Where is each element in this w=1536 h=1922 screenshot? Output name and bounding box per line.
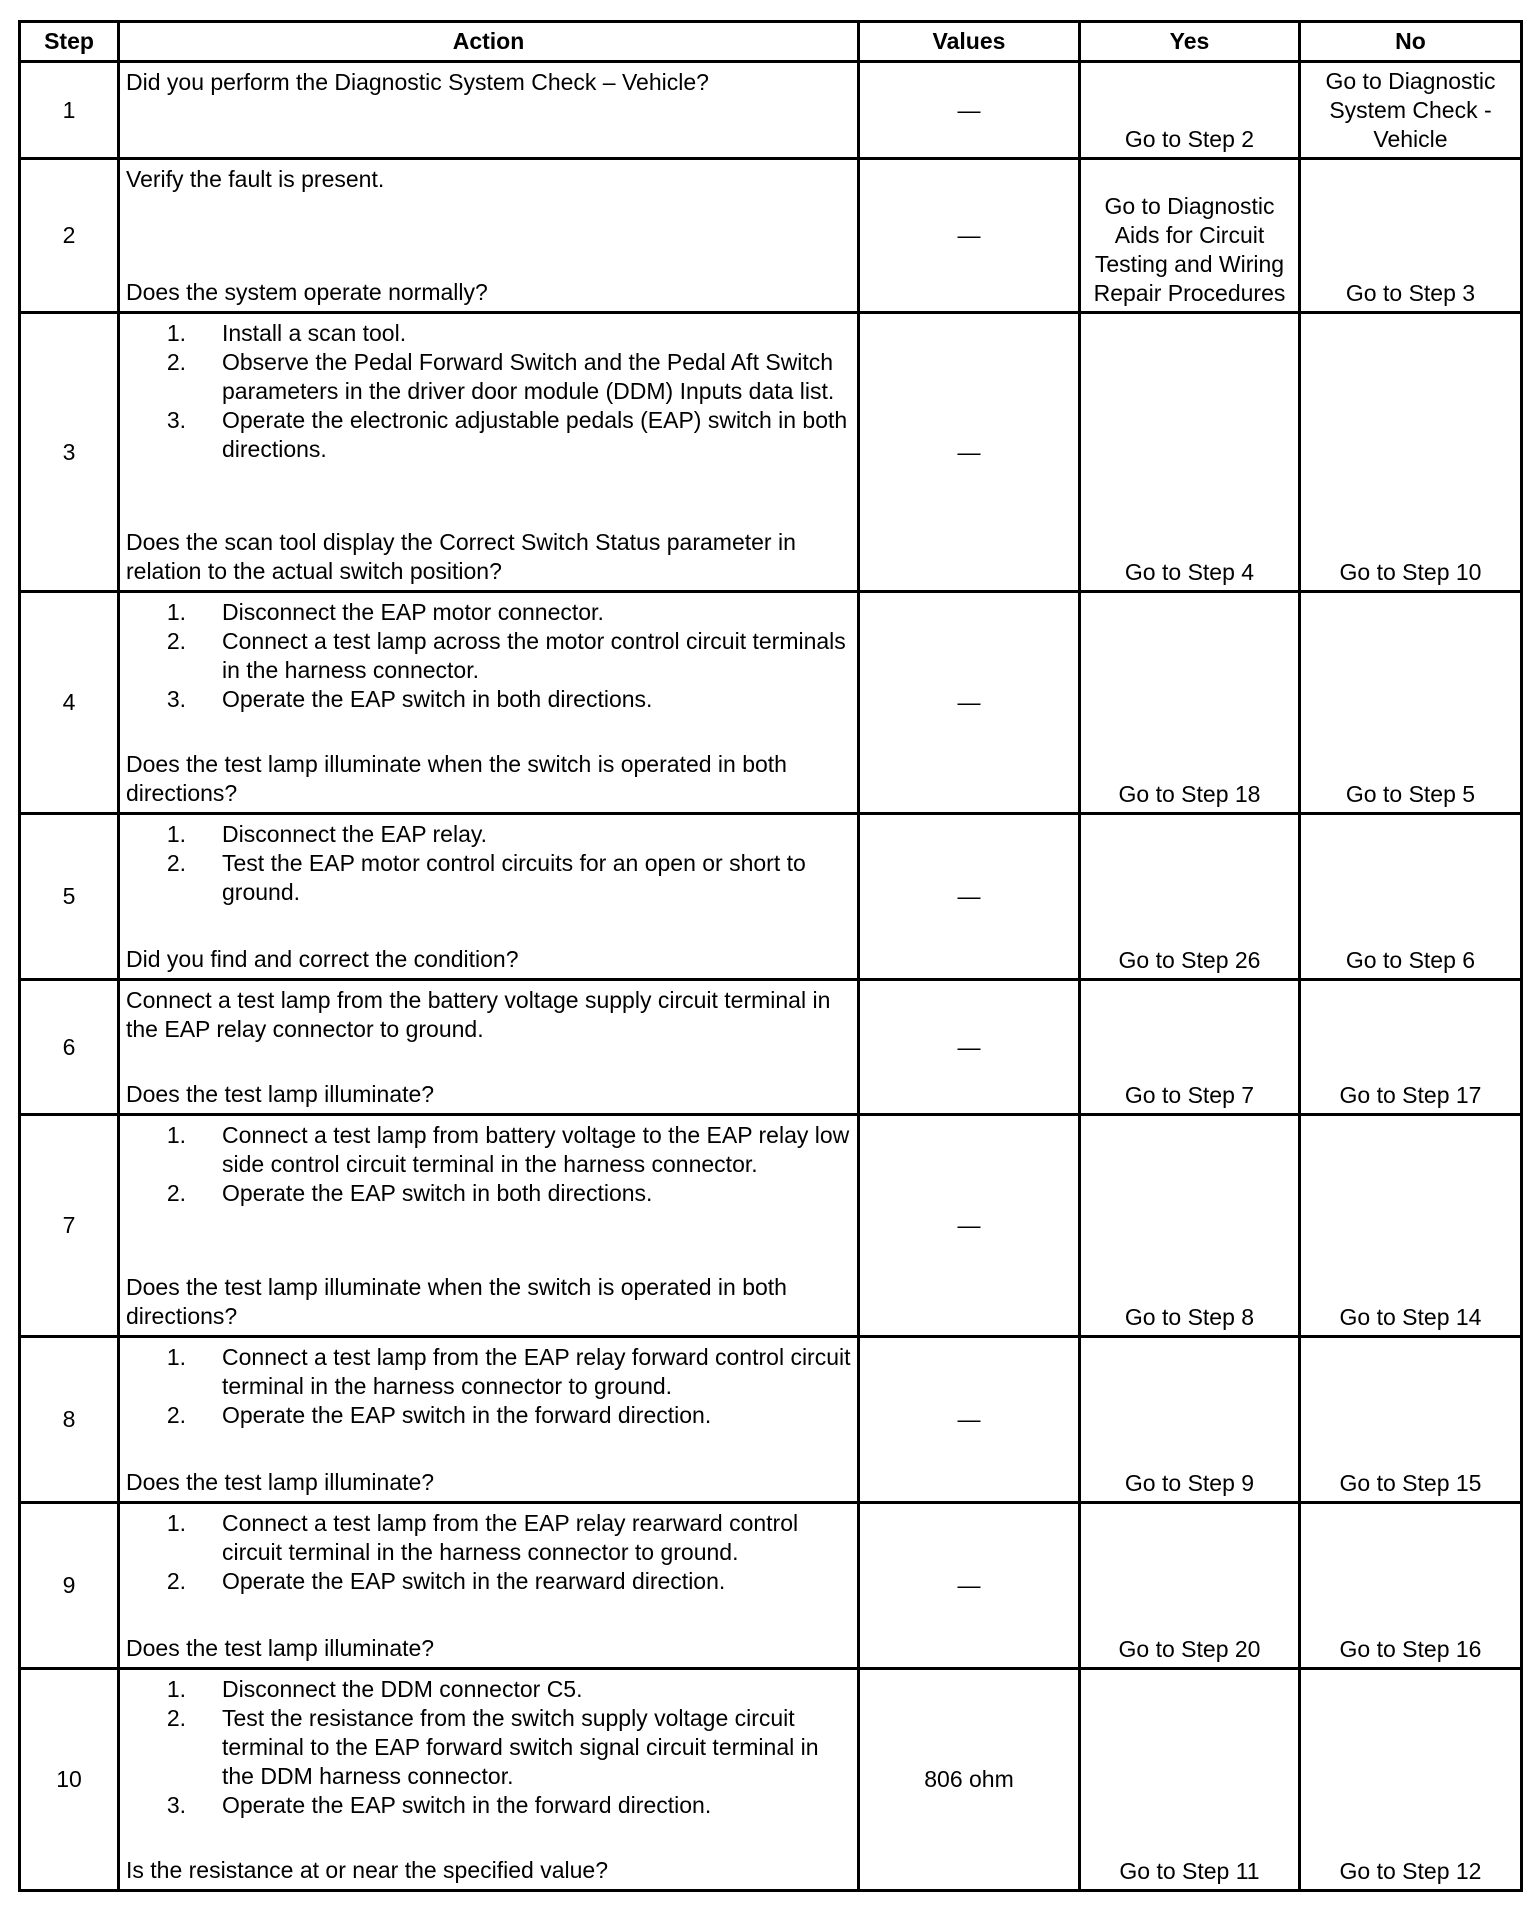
list-item	[126, 1675, 851, 1704]
list-item	[126, 849, 851, 907]
action-steps-list	[126, 820, 851, 907]
value-cell: —	[860, 1116, 1081, 1338]
list-item	[126, 1791, 851, 1820]
action-cell	[120, 1504, 860, 1670]
list-item-number: 2.	[166, 850, 186, 876]
list-item-number: 3.	[166, 407, 186, 433]
step-number: 10	[21, 1670, 120, 1892]
list-item-number: 1.	[166, 1510, 186, 1536]
header-row	[21, 23, 1523, 63]
value-cell: 806 ohm	[860, 1670, 1081, 1892]
action-cell	[120, 63, 860, 160]
action-cell	[120, 593, 860, 815]
table-row	[21, 1670, 1523, 1892]
step-number: 2	[21, 160, 120, 314]
list-item	[126, 348, 851, 406]
action-steps-list	[126, 1121, 851, 1208]
list-item-text: Test the EAP motor control circuits for an open or short to ground.	[222, 850, 806, 905]
value-cell: —	[860, 1504, 1081, 1670]
header-yes: Yes	[1081, 23, 1301, 63]
value-cell: —	[860, 63, 1081, 160]
list-item-number: 1.	[166, 821, 186, 847]
list-item	[126, 627, 851, 685]
list-item-text: Disconnect the EAP relay.	[222, 821, 488, 847]
list-item-number: 1.	[166, 320, 186, 346]
action-question: Does the test lamp illuminate?	[126, 1635, 435, 1661]
yes-cell: Go to Step 26	[1081, 815, 1301, 981]
yes-cell: Go to Step 9	[1081, 1338, 1301, 1504]
list-item-number: 2.	[166, 1402, 186, 1428]
list-item	[126, 1401, 851, 1430]
value-cell: —	[860, 160, 1081, 314]
list-item-number: 1.	[166, 1676, 186, 1702]
list-item-text: Disconnect the EAP motor connector.	[222, 599, 604, 625]
yes-cell: Go to Step 8	[1081, 1116, 1301, 1338]
action-question: Does the system operate normally?	[126, 279, 488, 305]
list-item-number: 2.	[166, 1568, 186, 1594]
action-text: Did you perform the Diagnostic System Check – Vehicle?	[126, 69, 709, 95]
list-item-text: Operate the EAP switch in both directions.	[222, 686, 653, 712]
list-item-text: Test the resistance from the switch supply voltage circuit terminal to the EAP forward switch signal circuit terminal in the DDM harness connector.	[222, 1705, 819, 1789]
list-item-text: Connect a test lamp from the EAP relay rearward control circuit terminal in the harness connector to ground.	[222, 1510, 799, 1565]
list-item	[126, 1567, 851, 1596]
table-row	[21, 1504, 1523, 1670]
list-item-text: Connect a test lamp across the motor control circuit terminals in the harness connector.	[222, 628, 846, 683]
header-action: Action	[120, 23, 860, 63]
no-cell: Go to Step 10	[1301, 314, 1523, 593]
list-item-number: 3.	[166, 686, 186, 712]
list-item-text: Operate the EAP switch in the forward direction.	[222, 1792, 712, 1818]
step-number: 9	[21, 1504, 120, 1670]
action-steps-list	[126, 598, 851, 714]
step-number: 1	[21, 63, 120, 160]
step-number: 3	[21, 314, 120, 593]
value-cell: —	[860, 981, 1081, 1116]
diagnostic-table-container	[18, 20, 1520, 1892]
table-row	[21, 1338, 1523, 1504]
no-cell: Go to Diagnostic System Check - Vehicle	[1301, 63, 1523, 160]
table-row	[21, 160, 1523, 314]
value-cell: —	[860, 593, 1081, 815]
yes-cell: Go to Step 4	[1081, 314, 1301, 593]
action-cell	[120, 1338, 860, 1504]
table-row	[21, 815, 1523, 981]
action-cell	[120, 160, 860, 314]
list-item	[126, 319, 851, 348]
action-question: Does the test lamp illuminate?	[126, 1469, 435, 1495]
list-item-number: 2.	[166, 1705, 186, 1731]
no-cell: Go to Step 14	[1301, 1116, 1523, 1338]
table-row	[21, 63, 1523, 160]
list-item	[126, 1179, 851, 1208]
action-text: Verify the fault is present.	[126, 166, 385, 192]
action-steps-list	[126, 319, 851, 464]
list-item	[126, 1509, 851, 1567]
action-cell	[120, 1116, 860, 1338]
list-item-text: Operate the EAP switch in both directions.	[222, 1180, 653, 1206]
list-item-text: Connect a test lamp from the EAP relay forward control circuit terminal in the harness connector to ground.	[222, 1344, 851, 1399]
yes-cell: Go to Step 18	[1081, 593, 1301, 815]
list-item-number: 1.	[166, 599, 186, 625]
table-row	[21, 593, 1523, 815]
table-row	[21, 314, 1523, 593]
no-cell: Go to Step 3	[1301, 160, 1523, 314]
list-item-number: 2.	[166, 628, 186, 654]
action-question: Does the scan tool display the Correct Switch Status parameter in relation to the actual switch position?	[126, 529, 796, 584]
list-item	[126, 406, 851, 464]
list-item	[126, 685, 851, 714]
value-cell: —	[860, 815, 1081, 981]
action-question: Does the test lamp illuminate when the switch is operated in both directions?	[126, 1274, 787, 1329]
action-question: Did you find and correct the condition?	[126, 946, 519, 972]
yes-cell: Go to Step 11	[1081, 1670, 1301, 1892]
no-cell: Go to Step 12	[1301, 1670, 1523, 1892]
action-cell	[120, 314, 860, 593]
step-number: 4	[21, 593, 120, 815]
list-item	[126, 598, 851, 627]
action-steps-list	[126, 1509, 851, 1596]
action-question: Does the test lamp illuminate when the switch is operated in both directions?	[126, 751, 787, 806]
list-item	[126, 1121, 851, 1179]
value-cell: —	[860, 1338, 1081, 1504]
table-row	[21, 981, 1523, 1116]
no-cell: Go to Step 16	[1301, 1504, 1523, 1670]
step-number: 7	[21, 1116, 120, 1338]
value-cell: —	[860, 314, 1081, 593]
yes-cell: Go to Step 7	[1081, 981, 1301, 1116]
list-item	[126, 820, 851, 849]
header-no: No	[1301, 23, 1523, 63]
list-item-number: 2.	[166, 1180, 186, 1206]
list-item-number: 1.	[166, 1344, 186, 1370]
list-item-text: Observe the Pedal Forward Switch and the Pedal Aft Switch parameters in the driver door module (DDM) Inputs data list.	[222, 349, 835, 404]
list-item-text: Install a scan tool.	[222, 320, 407, 346]
no-cell: Go to Step 17	[1301, 981, 1523, 1116]
list-item-number: 1.	[166, 1122, 186, 1148]
action-cell	[120, 815, 860, 981]
list-item-text: Disconnect the DDM connector C5.	[222, 1676, 583, 1702]
action-steps-list	[126, 1343, 851, 1430]
yes-cell: Go to Step 2	[1081, 63, 1301, 160]
list-item-text: Operate the electronic adjustable pedals (EAP) switch in both directions.	[222, 407, 848, 462]
list-item-text: Operate the EAP switch in the forward direction.	[222, 1402, 712, 1428]
no-cell: Go to Step 5	[1301, 593, 1523, 815]
table-row	[21, 1116, 1523, 1338]
step-number: 5	[21, 815, 120, 981]
header-values: Values	[860, 23, 1081, 63]
list-item-number: 3.	[166, 1792, 186, 1818]
action-steps-list	[126, 1675, 851, 1820]
list-item-number: 2.	[166, 349, 186, 375]
list-item	[126, 1343, 851, 1401]
no-cell: Go to Step 6	[1301, 815, 1523, 981]
list-item-text: Connect a test lamp from battery voltage to the EAP relay low side control circuit terminal in the harness connector.	[222, 1122, 850, 1177]
list-item	[126, 1704, 851, 1791]
diagnostic-table	[18, 20, 1523, 1892]
action-question: Is the resistance at or near the specified value?	[126, 1857, 609, 1883]
action-cell	[120, 981, 860, 1116]
step-number: 6	[21, 981, 120, 1116]
action-text: Connect a test lamp from the battery voltage supply circuit terminal in the EAP relay connector to ground.	[126, 987, 831, 1042]
yes-cell: Go to Diagnostic Aids for Circuit Testing and Wiring Repair Procedures	[1081, 160, 1301, 314]
list-item-text: Operate the EAP switch in the rearward direction.	[222, 1568, 726, 1594]
yes-cell: Go to Step 20	[1081, 1504, 1301, 1670]
action-question: Does the test lamp illuminate?	[126, 1081, 435, 1107]
header-step: Step	[21, 23, 120, 63]
step-number: 8	[21, 1338, 120, 1504]
no-cell: Go to Step 15	[1301, 1338, 1523, 1504]
action-cell	[120, 1670, 860, 1892]
